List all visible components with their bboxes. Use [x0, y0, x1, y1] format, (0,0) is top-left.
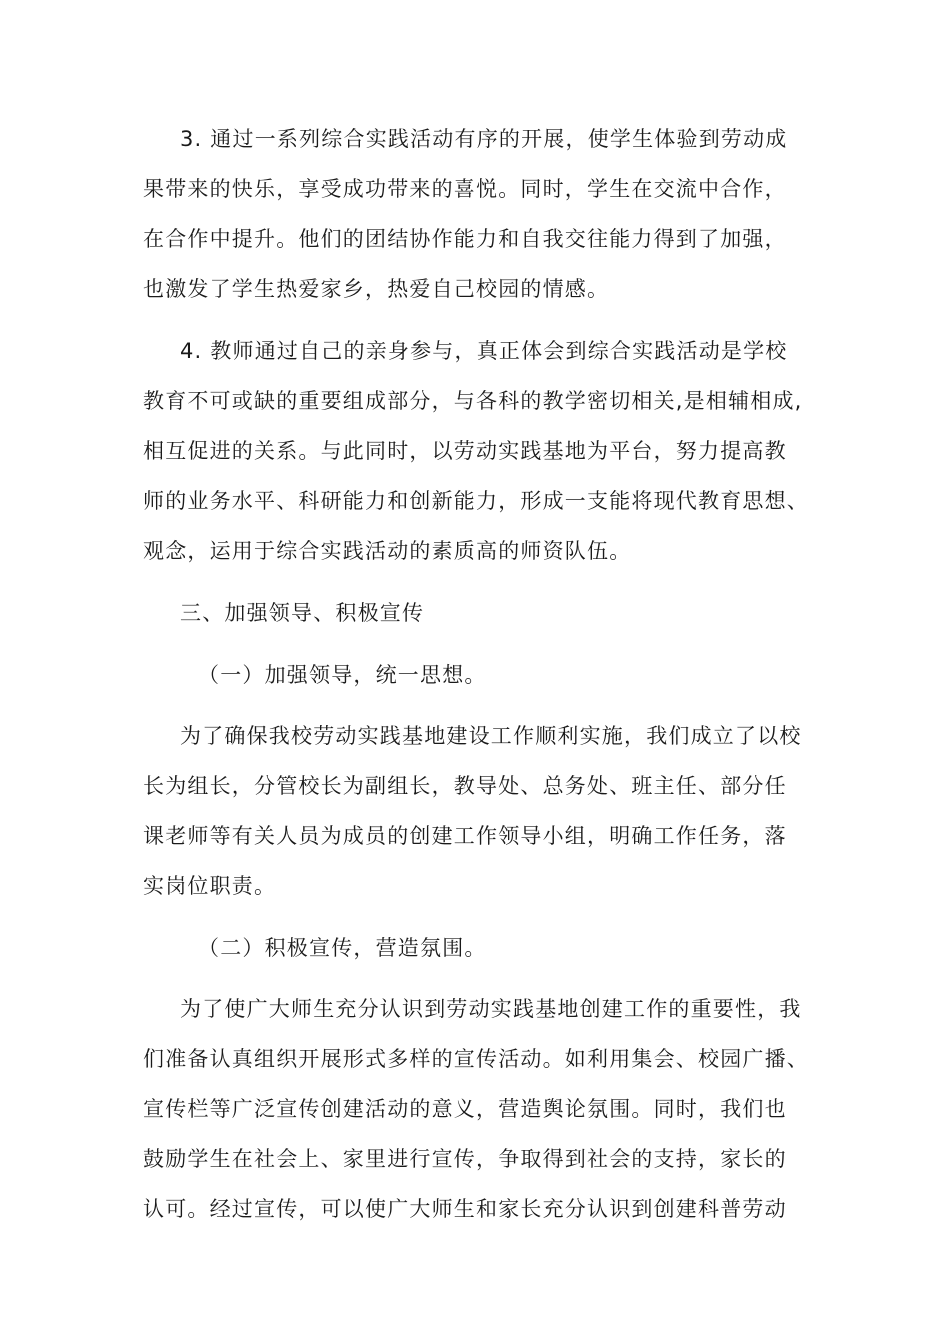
paragraph-5-line-2: 长为组长，分管校长为副组长，教导处、总务处、班主任、部分任: [143, 774, 787, 798]
paragraph-5-line-4: 实岗位职责。: [143, 874, 277, 898]
paragraph-3-line-3: 在合作中提升。他们的团结协作能力和自我交往能力得到了加强，: [143, 227, 787, 251]
paragraph-6-line-2: 们准备认真组织开展形式多样的宣传活动。如利用集会、校园广播、: [143, 1047, 809, 1071]
paragraph-6-line-5: 认可。经过宣传，可以使广大师生和家长充分认识到创建科普劳动: [143, 1197, 787, 1221]
paragraph-3-line-1: 3. 通过一系列综合实践活动有序的开展，使学生体验到劳动成: [180, 127, 788, 151]
paragraph-4-line-4: 师的业务水平、科研能力和创新能力，形成一支能将现代教育思想、: [143, 489, 809, 513]
paragraph-4-line-3: 相互促进的关系。与此同时，以劳动实践基地为平台，努力提高教: [143, 439, 787, 463]
paragraph-3-line-2: 果带来的快乐，享受成功带来的喜悦。同时，学生在交流中合作，: [143, 177, 787, 201]
paragraph-5-line-3: 课老师等有关人员为成员的创建工作领导小组，明确工作任务，落: [143, 824, 787, 848]
paragraph-4-line-1: 4. 教师通过自己的亲身参与，真正体会到综合实践活动是学校: [180, 339, 788, 363]
paragraph-5-line-1: 为了确保我校劳动实践基地建设工作顺利实施，我们成立了以校: [180, 724, 802, 748]
paragraph-6-line-1: 为了使广大师生充分认识到劳动实践基地创建工作的重要性，我: [180, 997, 802, 1021]
paragraph-4-line-2: 教育不可或缺的重要组成部分，与各科的教学密切相关,是相辅相成,: [143, 389, 803, 413]
paragraph-4-line-5: 观念，运用于综合实践活动的素质高的师资队伍。: [143, 539, 632, 563]
paragraph-3-line-4: 也激发了学生热爱家乡，热爱自己校园的情感。: [143, 277, 610, 301]
section-heading-3: 三、加强领导、积极宣传: [180, 601, 425, 625]
paragraph-6-line-4: 鼓励学生在社会上、家里进行宣传，争取得到社会的支持，家长的: [143, 1147, 787, 1171]
subheading-3-1: （一）加强领导，统一思想。: [198, 663, 487, 687]
subheading-3-2: （二）积极宣传，营造氛围。: [198, 936, 487, 960]
paragraph-6-line-3: 宣传栏等广泛宣传创建活动的意义，营造舆论氛围。同时，我们也: [143, 1097, 787, 1121]
